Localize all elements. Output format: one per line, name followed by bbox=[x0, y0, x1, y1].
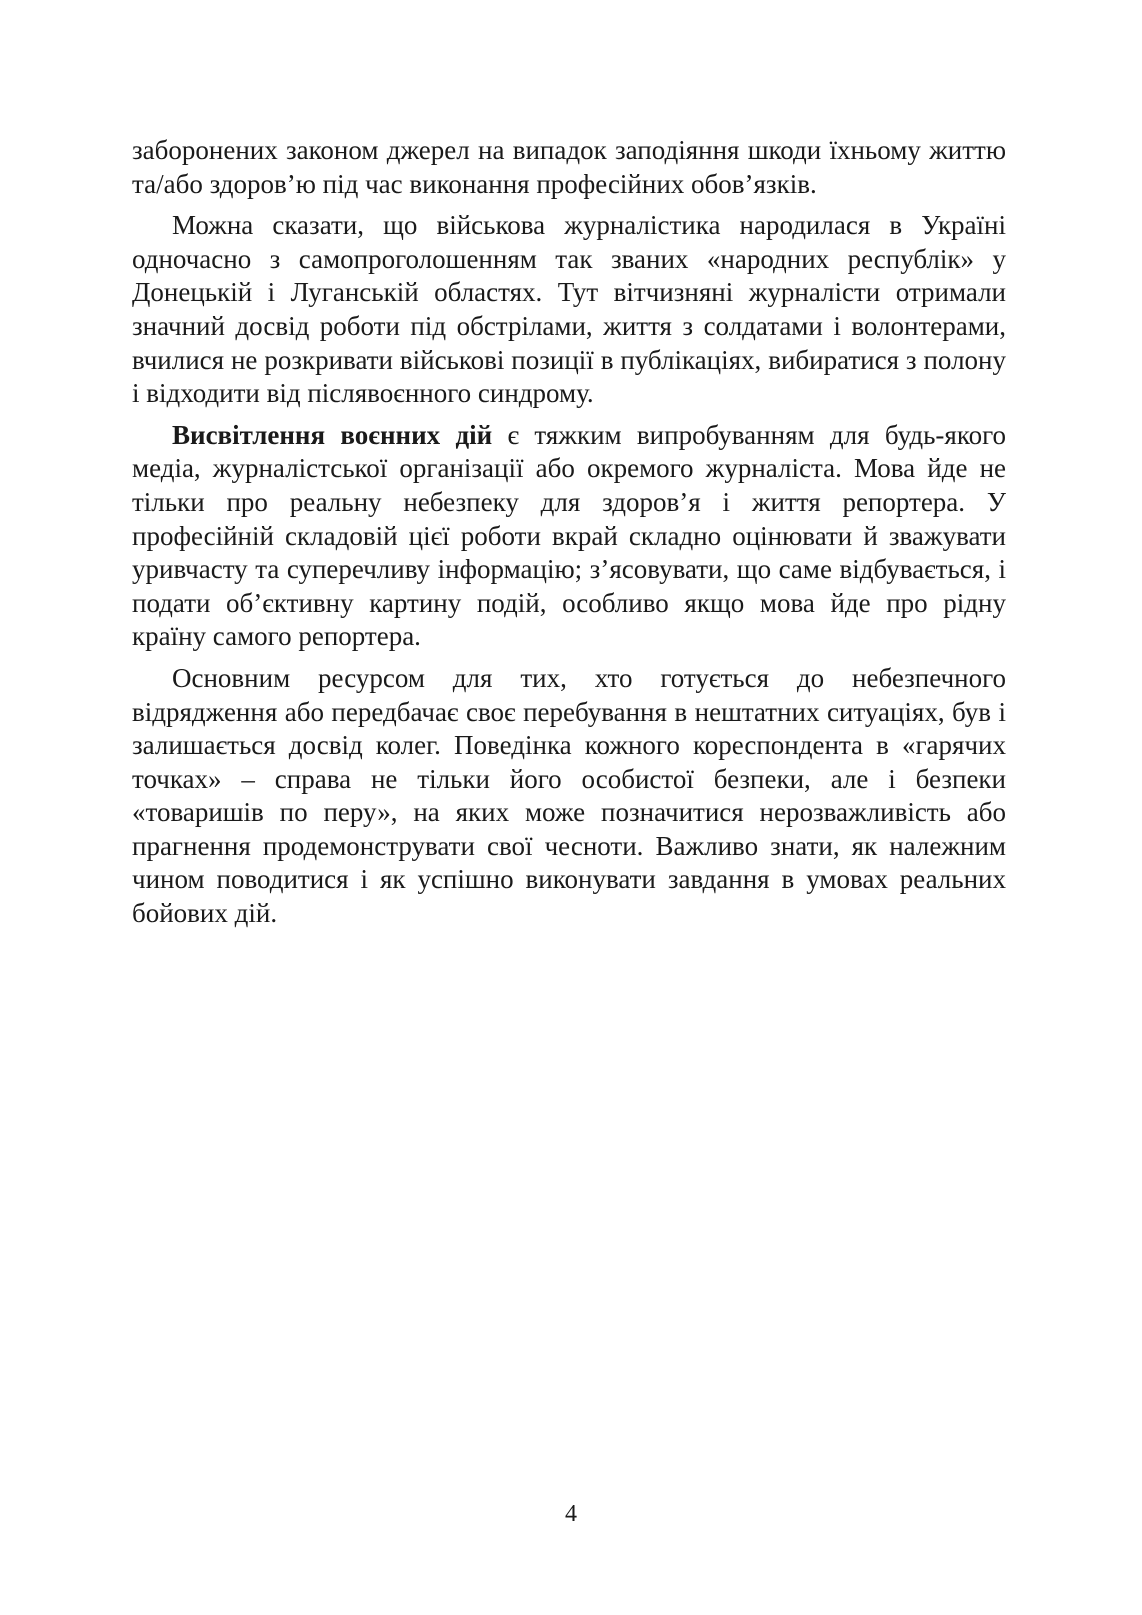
paragraph-text: заборонених законом джерел на випадок заподіяння шкоди їхньому життю та/або здоров’ю під час виконання професійних обов’язків. bbox=[132, 135, 1006, 199]
paragraph-text: є тяжким випробуванням для будь-якого медіа, журналістської організації або окремого журналіста. Мова йде не тільки про реальну небезпеку для здоров’я і життя репортера. У професійній складовій цієї роботи вкрай складно оцінювати й зважувати уривчасту та суперечливу інформацію; з’ясовувати, що саме відбувається, і подати об’єктивну картину подій, особливо якщо мова йде про рідну країну самого репортера. bbox=[132, 419, 1006, 652]
paragraph-colleague-experience bbox=[132, 662, 1006, 931]
page-number: 4 bbox=[565, 1501, 577, 1527]
paragraph-military-journalism bbox=[132, 209, 1006, 411]
paragraph-continuation bbox=[132, 134, 1006, 201]
body-text bbox=[132, 134, 1006, 939]
paragraph-text: Можна сказати, що військова журналістика народилася в Україні одночасно з самопроголошенням так званих «народних республік» у Донецькій і Луганській областях. Тут вітчизняні журналісти отримали значний досвід роботи під обстрілами, життя з солдатами і волонтерами, вчилися не розкривати військові позиції в публікаціях, вибиратися з полону і відходити від післявоєнного синдрому. bbox=[132, 210, 1006, 409]
paragraph-text: Основним ресурсом для тих, хто готується до небезпечного відрядження або передбачає своє перебування в нештатних ситуаціях, був і залишається досвід колег. Поведінка кожного кореспондента в «гарячих точках» – справа не тільки його особистої безпеки, але і безпеки «товаришів по перу», на яких може позначитися нерозважливість або прагнення продемонструвати свої чесноти. Важливо знати, як належним чином поводитися і як успішно виконувати завдання в умовах реальних бойових дій. bbox=[132, 662, 1006, 929]
paragraph-war-coverage bbox=[132, 419, 1006, 654]
bold-term: Висвітлення воєнних дій bbox=[172, 419, 493, 450]
